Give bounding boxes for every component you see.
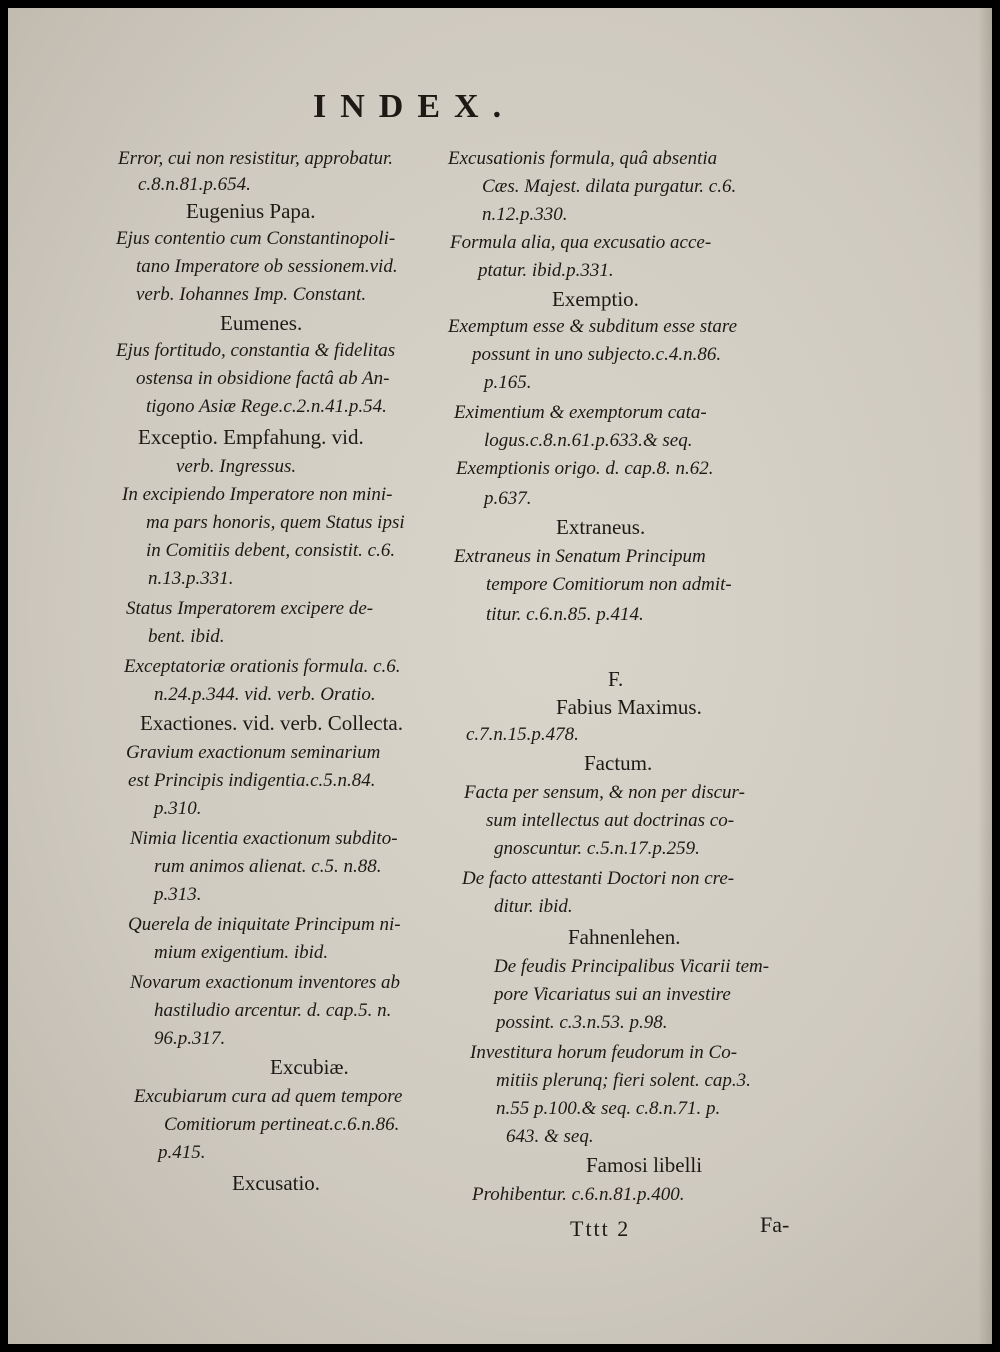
index-entry-line: Excubiæ. [270,1055,349,1079]
page-header: INDEX. [313,88,516,125]
index-entry-line: Querela de iniquitate Principum ni- [128,914,401,935]
index-entry-line: Nimia licentia exactionum subdito- [130,828,398,849]
index-entry-line: mitiis plerunq; fieri solent. cap.3. [496,1070,751,1091]
index-entry-line: Factum. [584,751,653,775]
index-entry-line: tempore Comitiorum non admit- [486,574,732,595]
index-entry-line: ptatur. ibid.p.331. [478,260,614,281]
index-entry-line: c.8.n.81.p.654. [138,174,251,195]
index-entry-line: Cæs. Majest. dilata purgatur. c.6. [482,176,737,197]
index-entry-line: n.12.p.330. [482,204,568,225]
index-entry-line: possunt in uno subjecto.c.4.n.86. [472,344,722,365]
index-entry-line: est Principis indigentia.c.5.n.84. [128,770,376,791]
index-entry-line: De facto attestanti Doctori non cre- [462,868,735,889]
index-entry-line: Exceptatoriæ orationis formula. c.6. [124,656,401,677]
signature-mark: Tttt 2 [570,1216,631,1241]
index-entry-line: possint. c.3.n.53. p.98. [496,1012,668,1033]
book-page [8,8,992,1344]
index-entry-line: Comitiorum pertineat.c.6.n.86. [164,1114,400,1135]
index-entry-line: ostensa in obsidione factâ ab An- [136,368,390,389]
index-entry-line: c.7.n.15.p.478. [466,724,579,745]
index-entry-line: in Comitiis debent, consistit. c.6. [146,540,396,561]
index-entry-line: rum animos alienat. c.5. n.88. [154,856,382,877]
index-entry-line: Exactiones. vid. verb. Collecta. [140,711,404,735]
index-entry-line: Eximentium & exemptorum cata- [454,402,707,423]
index-entry-line: mium exigentium. ibid. [154,942,329,963]
index-entry-line: Facta per sensum, & non per discur- [464,782,745,803]
index-entry-line: Error, cui non resistitur, approbatur. [118,148,394,169]
index-entry-line: logus.c.8.n.61.p.633.& seq. [484,430,693,451]
index-entry-line: Excusationis formula, quâ absentia [448,148,718,169]
index-entry-line: Extraneus in Senatum Principum [454,546,706,567]
index-entry-line: Fabius Maximus. [556,695,702,719]
index-entry-line: ditur. ibid. [494,896,573,917]
index-entry-line: verb. Iohannes Imp. Constant. [136,284,367,305]
index-entry-line: p.165. [484,372,532,393]
index-entry-line: p.313. [154,884,202,905]
index-entry-line: In excipiendo Imperatore non mini- [122,484,393,505]
index-entry-line: Status Imperatorem excipere de- [126,598,374,619]
index-entry-line: tano Imperatore ob sessionem.vid. [136,256,398,277]
index-entry-line: Novarum exactionum inventores ab [130,972,400,993]
index-entry-line: Exemptum esse & subditum esse stare [448,316,737,337]
index-entry-line: bent. ibid. [148,626,225,647]
index-entry-line: F. [608,667,624,691]
index-entry-line: Ejus contentio cum Constantinopoli- [116,228,396,249]
index-entry-line: ma pars honoris, quem Status ipsi [146,512,405,533]
index-entry-line: Famosi libelli [586,1153,703,1177]
index-entry-line: Eugenius Papa. [186,199,316,223]
catchword: Fa- [760,1212,790,1237]
index-entry-line: Formula alia, qua excusatio acce- [450,232,712,253]
index-entry-line: Fahnenlehen. [568,925,681,949]
index-entry-line: Extraneus. [556,515,646,539]
index-entry-line: De feudis Principalibus Vicarii tem- [494,956,770,977]
page-edge-shadow [978,8,992,1344]
index-entry-line: 643. & seq. [506,1126,594,1147]
index-entry-line: Exceptio. Empfahung. vid. [138,425,364,449]
index-entry-line: n.24.p.344. vid. verb. Oratio. [154,684,376,705]
index-entry-line: p.415. [158,1142,206,1163]
index-entry-line: p.310. [154,798,202,819]
index-entry-line: pore Vicariatus sui an investire [494,984,731,1005]
index-entry-line: n.13.p.331. [148,568,234,589]
index-entry-line: gnoscuntur. c.5.n.17.p.259. [494,838,700,859]
index-entry-line: Excubiarum cura ad quem tempore [134,1086,403,1107]
index-entry-line: tigono Asiæ Rege.c.2.n.41.p.54. [146,396,387,417]
index-entry-line: verb. Ingressus. [176,456,297,477]
index-entry-line: Ejus fortitudo, constantia & fidelitas [116,340,396,361]
index-entry-line: Excusatio. [232,1171,321,1195]
index-entry-line: hastiludio arcentur. d. cap.5. n. [154,1000,392,1021]
index-entry-line: Gravium exactionum seminarium [126,742,381,763]
index-entry-line: Eumenes. [220,311,303,335]
index-entry-line: sum intellectus aut doctrinas co- [486,810,735,831]
index-entry-line: 96.p.317. [154,1028,226,1049]
index-entry-line: Exemptionis origo. d. cap.8. n.62. [456,458,714,479]
index-entry-line: p.637. [484,488,532,509]
index-entry-line: Exemptio. [552,287,639,311]
index-entry-line: Investitura horum feudorum in Co- [470,1042,738,1063]
index-entry-line: titur. c.6.n.85. p.414. [486,604,644,625]
index-entry-line: Prohibentur. c.6.n.81.p.400. [472,1184,685,1205]
index-entry-line: n.55 p.100.& seq. c.8.n.71. p. [496,1098,721,1119]
